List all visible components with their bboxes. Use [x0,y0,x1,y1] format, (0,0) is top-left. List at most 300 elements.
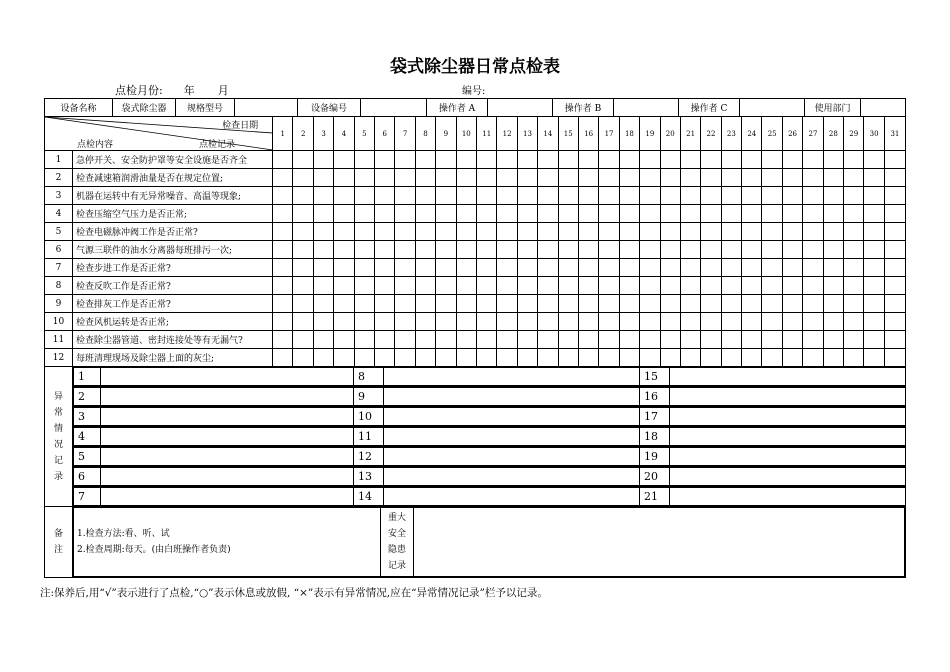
check-cell[interactable] [680,241,700,259]
check-cell[interactable] [313,223,333,241]
check-cell[interactable] [354,349,374,367]
check-cell[interactable] [538,187,558,205]
check-cell[interactable] [558,313,578,331]
check-cell[interactable] [395,151,415,169]
check-cell[interactable] [538,295,558,313]
check-cell[interactable] [823,223,843,241]
check-cell[interactable] [395,313,415,331]
check-cell[interactable] [823,277,843,295]
check-cell[interactable] [762,349,782,367]
check-cell[interactable] [823,259,843,277]
abnormal-entry[interactable] [670,368,906,386]
check-cell[interactable] [538,205,558,223]
check-cell[interactable] [578,205,598,223]
check-cell[interactable] [823,241,843,259]
check-cell[interactable] [762,295,782,313]
check-cell[interactable] [660,223,680,241]
check-cell[interactable] [375,241,395,259]
check-cell[interactable] [742,349,762,367]
check-cell[interactable] [313,151,333,169]
check-cell[interactable] [334,187,354,205]
check-cell[interactable] [334,169,354,187]
check-cell[interactable] [375,187,395,205]
check-cell[interactable] [313,313,333,331]
check-cell[interactable] [497,169,517,187]
check-cell[interactable] [517,223,537,241]
abnormal-entry[interactable] [384,468,640,486]
check-cell[interactable] [864,331,884,349]
check-cell[interactable] [680,331,700,349]
abnormal-entry[interactable] [101,428,354,446]
check-cell[interactable] [803,241,823,259]
check-cell[interactable] [517,277,537,295]
check-cell[interactable] [884,151,905,169]
check-cell[interactable] [599,295,619,313]
check-cell[interactable] [273,151,293,169]
check-cell[interactable] [640,205,660,223]
check-cell[interactable] [375,277,395,295]
check-cell[interactable] [375,349,395,367]
check-cell[interactable] [497,349,517,367]
check-cell[interactable] [742,151,762,169]
check-cell[interactable] [334,313,354,331]
check-cell[interactable] [619,313,639,331]
check-cell[interactable] [313,331,333,349]
check-cell[interactable] [477,241,497,259]
check-cell[interactable] [477,259,497,277]
check-cell[interactable] [619,187,639,205]
check-cell[interactable] [436,151,456,169]
check-cell[interactable] [517,259,537,277]
check-cell[interactable] [782,205,802,223]
check-cell[interactable] [782,187,802,205]
check-cell[interactable] [803,259,823,277]
operator-b-value[interactable] [614,99,679,116]
check-cell[interactable] [578,151,598,169]
check-cell[interactable] [864,223,884,241]
check-cell[interactable] [680,205,700,223]
check-cell[interactable] [864,259,884,277]
check-cell[interactable] [517,151,537,169]
check-cell[interactable] [436,331,456,349]
check-cell[interactable] [354,295,374,313]
check-cell[interactable] [578,277,598,295]
check-cell[interactable] [599,259,619,277]
check-cell[interactable] [313,205,333,223]
check-cell[interactable] [701,259,721,277]
check-cell[interactable] [844,187,864,205]
check-cell[interactable] [823,205,843,223]
check-cell[interactable] [701,241,721,259]
operator-c-value[interactable] [740,99,805,116]
check-cell[interactable] [273,205,293,223]
check-cell[interactable] [477,187,497,205]
check-cell[interactable] [517,187,537,205]
check-cell[interactable] [762,187,782,205]
check-cell[interactable] [721,223,741,241]
check-cell[interactable] [436,277,456,295]
check-cell[interactable] [782,223,802,241]
check-cell[interactable] [436,205,456,223]
check-cell[interactable] [721,187,741,205]
check-cell[interactable] [782,313,802,331]
check-cell[interactable] [477,277,497,295]
check-cell[interactable] [497,259,517,277]
abnormal-entry[interactable] [384,388,640,406]
check-cell[interactable] [354,241,374,259]
check-cell[interactable] [680,169,700,187]
check-cell[interactable] [477,151,497,169]
check-cell[interactable] [721,313,741,331]
check-cell[interactable] [273,259,293,277]
check-cell[interactable] [782,331,802,349]
check-cell[interactable] [884,223,905,241]
check-cell[interactable] [823,151,843,169]
check-cell[interactable] [823,169,843,187]
check-cell[interactable] [293,349,313,367]
check-cell[interactable] [619,277,639,295]
device-no-value[interactable] [361,99,427,116]
check-cell[interactable] [415,205,435,223]
check-cell[interactable] [884,187,905,205]
check-cell[interactable] [884,205,905,223]
check-cell[interactable] [497,205,517,223]
spec-value[interactable] [235,99,298,116]
check-cell[interactable] [578,295,598,313]
check-cell[interactable] [660,349,680,367]
check-cell[interactable] [844,151,864,169]
check-cell[interactable] [803,277,823,295]
check-cell[interactable] [415,187,435,205]
check-cell[interactable] [844,205,864,223]
check-cell[interactable] [334,205,354,223]
check-cell[interactable] [456,295,476,313]
check-cell[interactable] [578,241,598,259]
check-cell[interactable] [803,187,823,205]
check-cell[interactable] [354,169,374,187]
check-cell[interactable] [415,223,435,241]
check-cell[interactable] [313,241,333,259]
check-cell[interactable] [293,187,313,205]
check-cell[interactable] [436,313,456,331]
check-cell[interactable] [558,151,578,169]
check-cell[interactable] [762,259,782,277]
check-cell[interactable] [578,259,598,277]
check-cell[interactable] [803,169,823,187]
check-cell[interactable] [395,205,415,223]
check-cell[interactable] [375,223,395,241]
check-cell[interactable] [456,241,476,259]
check-cell[interactable] [701,187,721,205]
check-cell[interactable] [497,313,517,331]
check-cell[interactable] [375,331,395,349]
check-cell[interactable] [762,313,782,331]
check-cell[interactable] [375,295,395,313]
check-cell[interactable] [864,295,884,313]
check-cell[interactable] [517,241,537,259]
check-cell[interactable] [844,241,864,259]
check-cell[interactable] [293,241,313,259]
check-cell[interactable] [782,259,802,277]
check-cell[interactable] [395,349,415,367]
check-cell[interactable] [782,277,802,295]
check-cell[interactable] [375,313,395,331]
check-cell[interactable] [844,223,864,241]
check-cell[interactable] [660,151,680,169]
check-cell[interactable] [334,241,354,259]
check-cell[interactable] [538,313,558,331]
check-cell[interactable] [415,349,435,367]
check-cell[interactable] [721,277,741,295]
check-cell[interactable] [354,187,374,205]
check-cell[interactable] [599,241,619,259]
check-cell[interactable] [456,259,476,277]
check-cell[interactable] [354,277,374,295]
check-cell[interactable] [395,259,415,277]
check-cell[interactable] [844,295,864,313]
abnormal-entry[interactable] [384,488,640,506]
check-cell[interactable] [273,223,293,241]
check-cell[interactable] [415,295,435,313]
check-cell[interactable] [538,241,558,259]
check-cell[interactable] [415,169,435,187]
check-cell[interactable] [742,277,762,295]
abnormal-entry[interactable] [101,468,354,486]
check-cell[interactable] [660,241,680,259]
check-cell[interactable] [578,349,598,367]
check-cell[interactable] [640,349,660,367]
check-cell[interactable] [884,259,905,277]
check-cell[interactable] [640,277,660,295]
check-cell[interactable] [436,223,456,241]
abnormal-entry[interactable] [670,428,906,446]
check-cell[interactable] [354,223,374,241]
check-cell[interactable] [293,295,313,313]
check-cell[interactable] [538,277,558,295]
check-cell[interactable] [354,205,374,223]
check-cell[interactable] [762,151,782,169]
abnormal-entry[interactable] [670,468,906,486]
check-cell[interactable] [803,295,823,313]
check-cell[interactable] [313,349,333,367]
check-cell[interactable] [578,223,598,241]
check-cell[interactable] [273,169,293,187]
check-cell[interactable] [497,151,517,169]
check-cell[interactable] [599,277,619,295]
check-cell[interactable] [762,205,782,223]
check-cell[interactable] [293,223,313,241]
check-cell[interactable] [660,187,680,205]
check-cell[interactable] [538,151,558,169]
check-cell[interactable] [742,259,762,277]
check-cell[interactable] [395,241,415,259]
abnormal-entry[interactable] [670,388,906,406]
check-cell[interactable] [864,241,884,259]
check-cell[interactable] [742,313,762,331]
check-cell[interactable] [273,295,293,313]
check-cell[interactable] [477,223,497,241]
check-cell[interactable] [864,313,884,331]
abnormal-entry[interactable] [101,368,354,386]
check-cell[interactable] [640,313,660,331]
check-cell[interactable] [640,169,660,187]
check-cell[interactable] [558,241,578,259]
check-cell[interactable] [456,205,476,223]
check-cell[interactable] [762,331,782,349]
check-cell[interactable] [436,187,456,205]
check-cell[interactable] [354,331,374,349]
check-cell[interactable] [273,241,293,259]
check-cell[interactable] [497,331,517,349]
check-cell[interactable] [864,169,884,187]
check-cell[interactable] [334,277,354,295]
abnormal-entry[interactable] [384,448,640,466]
check-cell[interactable] [477,169,497,187]
check-cell[interactable] [721,205,741,223]
check-cell[interactable] [701,313,721,331]
check-cell[interactable] [660,295,680,313]
check-cell[interactable] [334,259,354,277]
check-cell[interactable] [477,205,497,223]
check-cell[interactable] [375,205,395,223]
check-cell[interactable] [599,331,619,349]
check-cell[interactable] [517,313,537,331]
check-cell[interactable] [864,277,884,295]
check-cell[interactable] [334,151,354,169]
check-cell[interactable] [721,331,741,349]
abnormal-entry[interactable] [101,448,354,466]
check-cell[interactable] [293,169,313,187]
check-cell[interactable] [415,277,435,295]
check-cell[interactable] [803,205,823,223]
check-cell[interactable] [334,349,354,367]
check-cell[interactable] [884,349,905,367]
check-cell[interactable] [599,151,619,169]
check-cell[interactable] [293,151,313,169]
check-cell[interactable] [680,295,700,313]
check-cell[interactable] [395,169,415,187]
check-cell[interactable] [864,187,884,205]
check-cell[interactable] [640,187,660,205]
check-cell[interactable] [497,241,517,259]
check-cell[interactable] [701,223,721,241]
check-cell[interactable] [680,151,700,169]
check-cell[interactable] [701,151,721,169]
check-cell[interactable] [721,241,741,259]
check-cell[interactable] [599,169,619,187]
check-cell[interactable] [395,295,415,313]
check-cell[interactable] [782,349,802,367]
check-cell[interactable] [293,331,313,349]
check-cell[interactable] [334,223,354,241]
check-cell[interactable] [273,187,293,205]
check-cell[interactable] [823,313,843,331]
check-cell[interactable] [477,349,497,367]
check-cell[interactable] [844,169,864,187]
check-cell[interactable] [803,331,823,349]
check-cell[interactable] [313,277,333,295]
check-cell[interactable] [497,295,517,313]
check-cell[interactable] [517,295,537,313]
check-cell[interactable] [742,205,762,223]
check-cell[interactable] [884,331,905,349]
check-cell[interactable] [782,151,802,169]
check-cell[interactable] [660,277,680,295]
check-cell[interactable] [334,331,354,349]
check-cell[interactable] [782,295,802,313]
check-cell[interactable] [538,169,558,187]
check-cell[interactable] [619,331,639,349]
check-cell[interactable] [844,349,864,367]
check-cell[interactable] [844,313,864,331]
check-cell[interactable] [558,169,578,187]
abnormal-entry[interactable] [101,488,354,506]
check-cell[interactable] [517,331,537,349]
check-cell[interactable] [721,295,741,313]
check-cell[interactable] [456,151,476,169]
dept-value[interactable] [861,99,906,116]
check-cell[interactable] [742,223,762,241]
check-cell[interactable] [742,241,762,259]
check-cell[interactable] [701,277,721,295]
check-cell[interactable] [701,349,721,367]
check-cell[interactable] [313,259,333,277]
check-cell[interactable] [823,349,843,367]
check-cell[interactable] [823,187,843,205]
check-cell[interactable] [293,277,313,295]
check-cell[interactable] [313,187,333,205]
check-cell[interactable] [599,205,619,223]
check-cell[interactable] [273,331,293,349]
check-cell[interactable] [497,277,517,295]
check-cell[interactable] [497,187,517,205]
check-cell[interactable] [558,187,578,205]
check-cell[interactable] [538,223,558,241]
check-cell[interactable] [395,277,415,295]
check-cell[interactable] [517,169,537,187]
check-cell[interactable] [436,349,456,367]
check-cell[interactable] [456,169,476,187]
check-cell[interactable] [640,331,660,349]
check-cell[interactable] [293,259,313,277]
check-cell[interactable] [354,313,374,331]
abnormal-entry[interactable] [670,408,906,426]
check-cell[interactable] [884,241,905,259]
check-cell[interactable] [538,331,558,349]
abnormal-entry[interactable] [384,428,640,446]
check-cell[interactable] [884,169,905,187]
check-cell[interactable] [415,241,435,259]
check-cell[interactable] [660,205,680,223]
check-cell[interactable] [721,259,741,277]
check-cell[interactable] [477,295,497,313]
check-cell[interactable] [538,259,558,277]
check-cell[interactable] [619,205,639,223]
check-cell[interactable] [619,349,639,367]
check-cell[interactable] [823,295,843,313]
check-cell[interactable] [803,313,823,331]
check-cell[interactable] [742,295,762,313]
check-cell[interactable] [436,169,456,187]
check-cell[interactable] [436,241,456,259]
check-cell[interactable] [762,277,782,295]
check-cell[interactable] [864,349,884,367]
check-cell[interactable] [273,349,293,367]
check-cell[interactable] [742,331,762,349]
check-cell[interactable] [640,223,660,241]
check-cell[interactable] [477,331,497,349]
check-cell[interactable] [558,349,578,367]
